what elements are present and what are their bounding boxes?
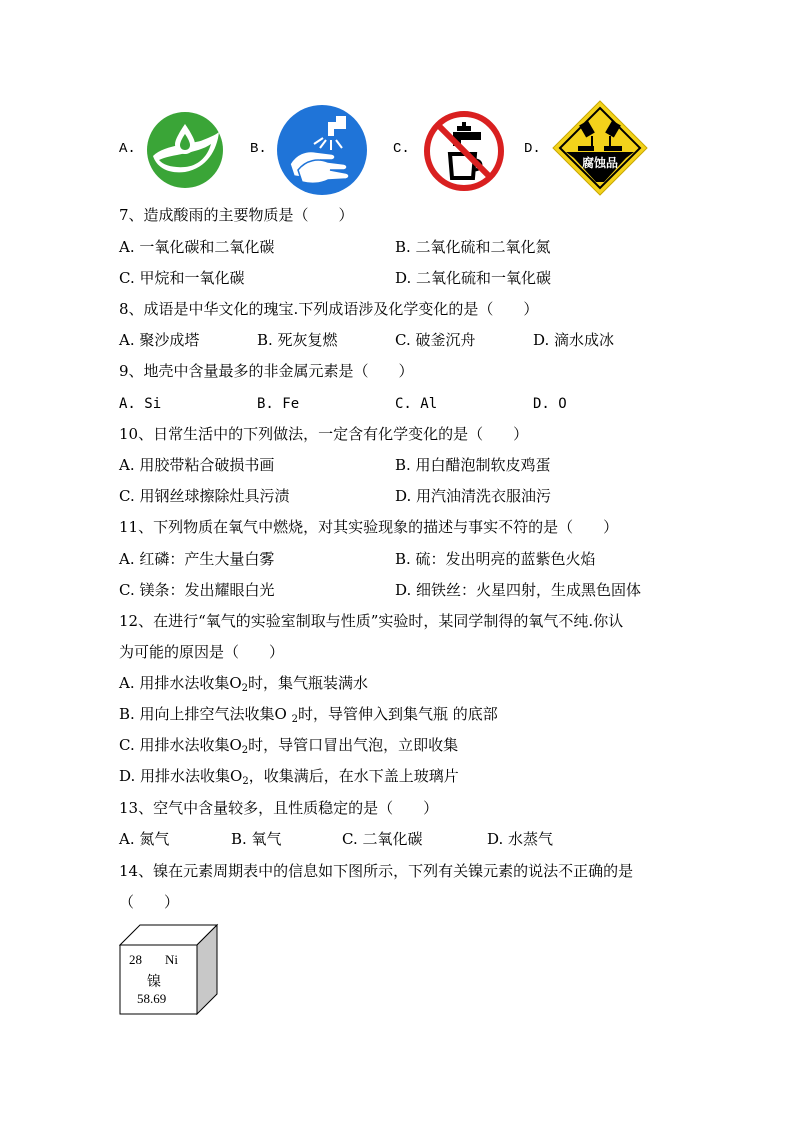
q7-option-b: B. 二氧化硫和二氧化氮 [395,238,551,256]
q7-option-c: C. 甲烷和一氧化碳 [119,269,245,287]
q12-option-d [119,766,459,792]
q7-option-a: A. 一氧化碳和二氧化碳 [119,238,275,256]
q12-option-a-pre: A. 用排水法收集O [119,674,242,692]
q12-option-d-pre: D. 用排水法收集O [119,767,243,785]
q12-stem-line1: 12、在进行“氧气的实验室制取与性质”实验时，某同学制得的氧气不纯.你认 [119,612,624,630]
q12-option-b-pre: B. 用向上排空气法收集O [119,705,292,723]
q14-stem-line2: （ ） [119,893,180,911]
q12-option-b [119,704,498,730]
q10-option-d: D. 用汽油清洗衣服油污 [395,487,552,505]
option-a-letter: A. [119,141,136,157]
option-c-letter: C. [393,141,410,157]
q12-option-b-sub: 2 [291,714,299,725]
q12-option-d-post: ，收集满后，在水下盖上玻璃片 [248,767,459,785]
element-cell [119,923,219,1015]
q9-option-b: B. Fe [257,396,300,412]
no-drinking-water-icon [423,110,505,192]
q11-option-c: C. 镁条：发出耀眼白光 [119,581,275,599]
q12-option-b-post: 时，导管伸入到集气瓶 的底部 [298,705,498,723]
q9-stem: 9、地壳中含量最多的非金属元素是（ ） [119,362,414,380]
q8-option-d: D. 滴水成冰 [533,331,615,349]
element-atomic-number: 28 [129,952,142,967]
element-name: 镍 [147,974,161,990]
q10-stem: 10、日常生活中的下列做法，一定含有化学变化的是（ ） [119,425,529,443]
q7-option-d: D. 二氧化硫和一氧化碳 [395,269,552,287]
q13-stem: 13、空气中含量较多，且性质稳定的是（ ） [119,799,439,817]
q12-option-a-sub: 2 [241,683,249,694]
q12-option-d-sub: 2 [242,776,249,787]
q9-option-d: D. O [533,396,567,412]
q13-option-a: A. 氮气 [119,830,170,848]
wash-hands-icon [276,104,368,196]
q11-option-b: B. 硫：发出明亮的蓝紫色火焰 [395,550,596,568]
q13-option-b: B. 氧气 [231,830,282,848]
q8-option-c: C. 破釜沉舟 [395,331,476,349]
q9-option-a: A. Si [119,396,162,412]
q13-option-d: D. 水蒸气 [487,830,554,848]
q8-stem: 8、成语是中华文化的瑰宝.下列成语涉及化学变化的是（ ） [119,300,539,318]
corrosive-icon [552,100,648,196]
q10-option-a: A. 用胶带粘合破损书画 [119,456,275,474]
q8-option-b: B. 死灰复燃 [257,331,338,349]
q9-option-c: C. Al [395,396,438,412]
q11-stem: 11、下列物质在氧气中燃烧，对其实验现象的描述与事实不符的是（ ） [119,518,619,536]
option-b-letter: B. [250,141,267,157]
q12-option-c-sub: 2 [241,745,249,756]
q12-stem-line2: 为可能的原因是（ ） [119,643,285,661]
q12-option-a-post: 时，集气瓶装满水 [248,674,369,692]
q12-option-c-post: 时，导管口冒出气泡，立即收集 [248,736,459,754]
q13-option-c: C. 二氧化碳 [342,830,423,848]
q12-option-c [119,735,458,761]
option-d-letter: D. [524,141,541,157]
q8-option-a: A. 聚沙成塔 [119,331,200,349]
q10-option-c: C. 用钢丝球擦除灶具污渍 [119,487,290,505]
q11-option-a: A. 红磷：产生大量白雾 [119,550,275,568]
q14-stem-line1: 14、镍在元素周期表中的信息如下图所示，下列有关镍元素的说法不正确的是 [119,862,634,880]
element-symbol: Ni [165,952,178,967]
q7-stem: 7、造成酸雨的主要物质是（ ） [119,206,354,224]
element-mass: 58.69 [137,991,167,1006]
q12-option-c-pre: C. 用排水法收集O [119,736,242,754]
water-saving-icon [145,110,225,190]
q11-option-d: D. 细铁丝：火星四射，生成黑色固体 [395,581,642,599]
corrosive-sign-text: 腐蚀品 [581,156,618,170]
q12-option-a [119,673,368,699]
q10-option-b: B. 用白醋泡制软皮鸡蛋 [395,456,551,474]
